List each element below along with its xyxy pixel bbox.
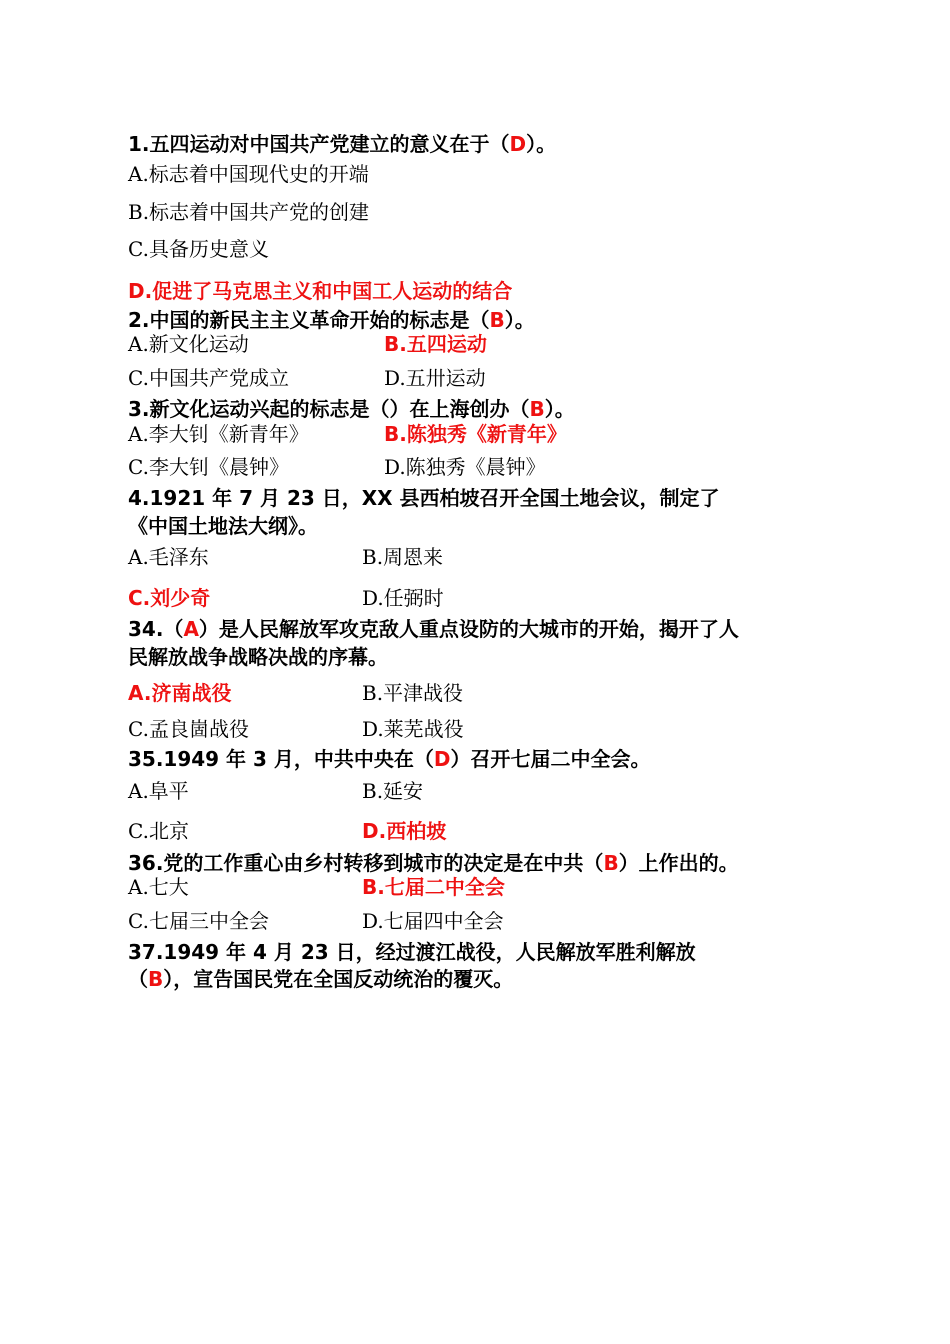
option-c: C.具备历史意义	[128, 237, 269, 261]
question-text: 2.中国的新民主主义革命开始的标志是（	[128, 308, 490, 332]
question-text: ）。	[504, 308, 535, 332]
question-text: 1.五四运动对中国共产党建立的意义在于（	[128, 132, 510, 156]
question-text: ）是人民解放军攻克敌人重点设防的大城市的开始，揭开了人	[198, 617, 739, 641]
option-d-correct: D.促进了马克思主义和中国工人运动的结合	[128, 279, 513, 303]
option-b: B.平津战役	[362, 681, 464, 705]
question-3	[128, 395, 575, 423]
answer-letter: B	[603, 851, 619, 875]
answer-letter: D	[509, 132, 527, 156]
question-35	[128, 745, 651, 773]
question-34	[128, 615, 739, 643]
question-text: 35.1949 年 3 月，中共中央在（	[128, 747, 434, 771]
question-4: 4.1921 年 7 月 23 日，XX 县西柏坡召开全国土地会议，制定了	[128, 486, 720, 510]
option-c-correct: C.刘少奇	[128, 586, 211, 610]
option-d: D.任弼时	[362, 586, 444, 610]
question-37: 37.1949 年 4 月 23 日，经过渡江战役，人民解放军胜利解放	[128, 940, 696, 964]
question-2	[128, 306, 535, 334]
question-text: （	[128, 967, 148, 991]
question-text: 34.（	[128, 617, 184, 641]
option-d: D.五卅运动	[384, 366, 486, 390]
question-1	[128, 130, 556, 158]
answer-letter: B	[529, 397, 545, 421]
question-text: ）召开七届二中全会。	[450, 747, 651, 771]
option-a-correct: A.济南战役	[128, 681, 232, 705]
question-text: ），宣告国民党在全国反动统治的覆灭。	[163, 967, 514, 991]
question-text: ）。	[526, 132, 557, 156]
answer-letter: B	[148, 967, 164, 991]
option-c: C.中国共产党成立	[128, 366, 289, 390]
option-c: C.孟良崮战役	[128, 717, 249, 741]
option-d: D.莱芜战役	[362, 717, 464, 741]
option-d: D.七届四中全会	[362, 909, 504, 933]
option-c: C.李大钊《晨钟》	[128, 455, 289, 479]
answer-letter: A	[183, 617, 199, 641]
option-b-correct: B.陈独秀《新青年》	[384, 422, 567, 446]
option-b: B.标志着中国共产党的创建	[128, 200, 370, 224]
question-text: ）上作出的。	[618, 851, 739, 875]
option-a: A.新文化运动	[128, 332, 249, 356]
option-a: A.阜平	[128, 779, 189, 803]
question-4-line-2: 《中国土地法大纲》。	[128, 514, 318, 538]
question-text: ）。	[544, 397, 575, 421]
option-a: A.标志着中国现代史的开端	[128, 162, 369, 186]
question-text: 36.党的工作重心由乡村转移到城市的决定是在中共（	[128, 851, 604, 875]
option-b-correct: B.五四运动	[384, 332, 487, 356]
option-a: A.毛泽东	[128, 545, 209, 569]
option-b-correct: B.七届二中全会	[362, 875, 505, 899]
question-34-line-2: 民解放战争战略决战的序幕。	[128, 645, 388, 669]
answer-letter: D	[433, 747, 451, 771]
question-text: 3.新文化运动兴起的标志是（）在上海创办（	[128, 397, 530, 421]
option-a: A.李大钊《新青年》	[128, 422, 309, 446]
question-37-line-2	[128, 965, 513, 993]
option-b: B.延安	[362, 779, 424, 803]
option-c: C.北京	[128, 819, 189, 843]
option-d-correct: D.西柏坡	[362, 819, 447, 843]
option-b: B.周恩来	[362, 545, 444, 569]
question-36	[128, 849, 739, 877]
option-a: A.七大	[128, 875, 189, 899]
option-c: C.七届三中全会	[128, 909, 269, 933]
option-d: D.陈独秀《晨钟》	[384, 455, 546, 479]
answer-letter: B	[489, 308, 505, 332]
